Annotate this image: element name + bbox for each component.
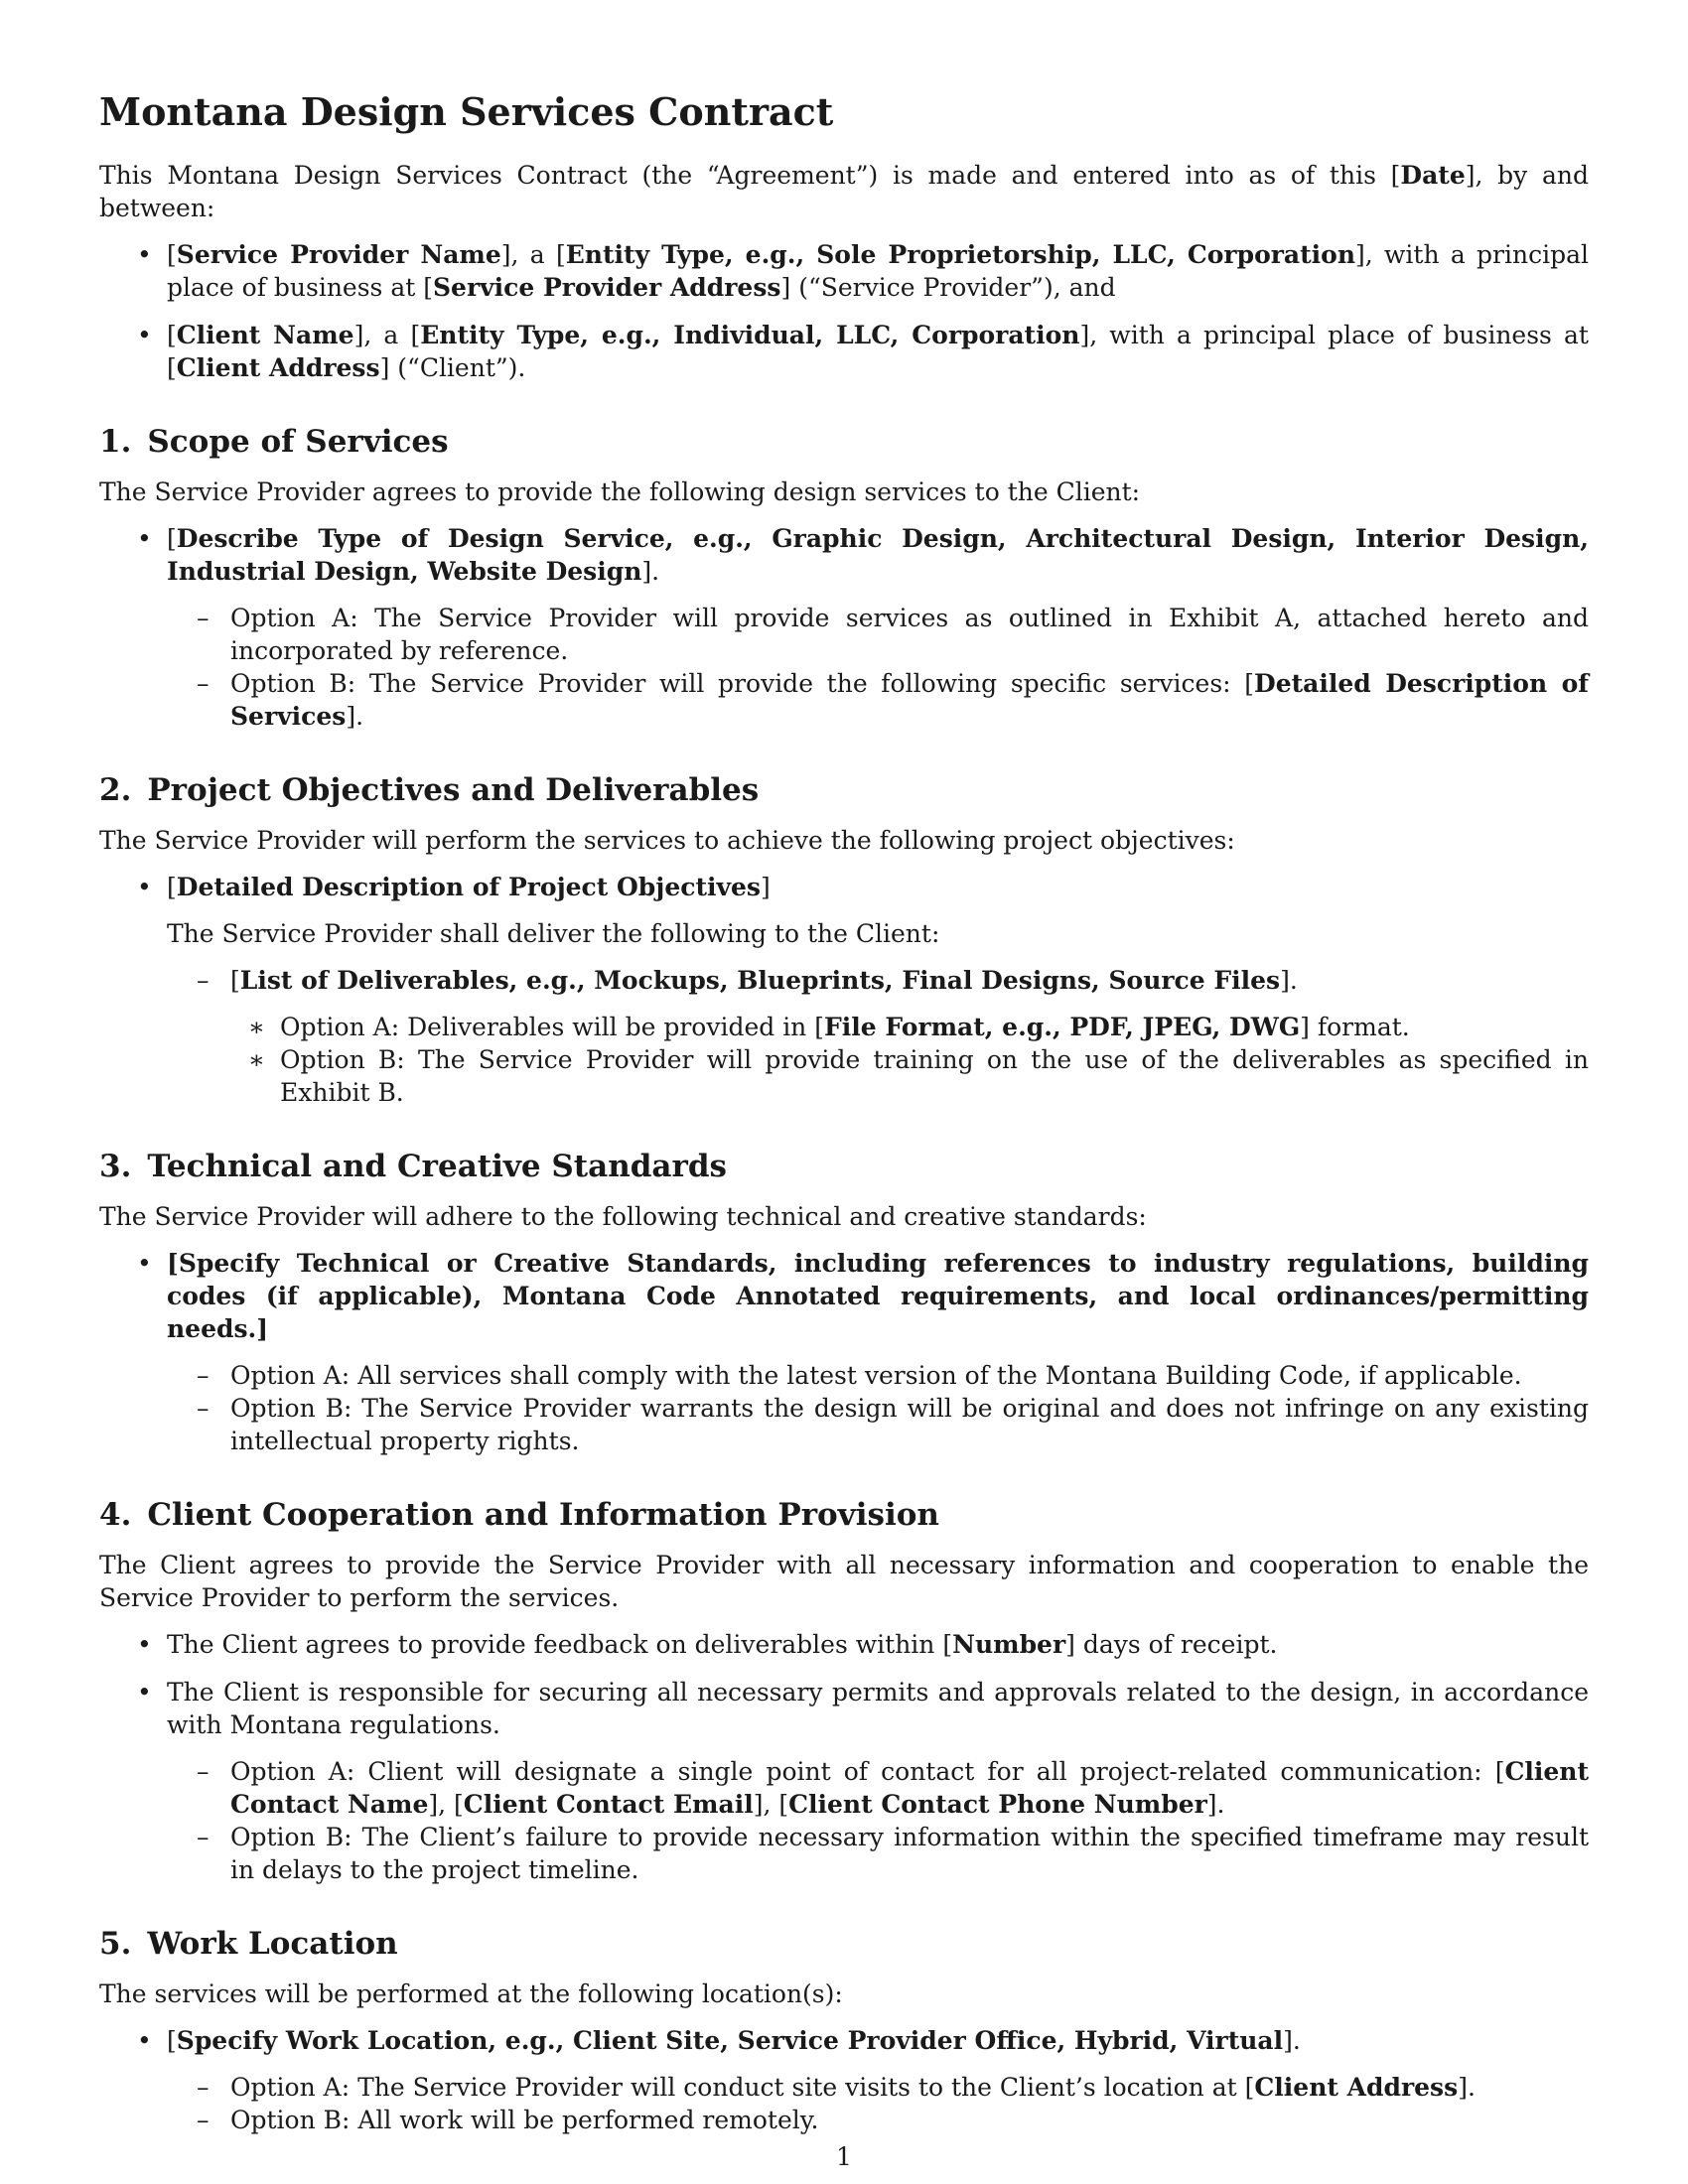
list-item: • [Specify Work Location, e.g., Client Site, Service Provider Office, Hybrid, Virtual]. – Option A: The Service Provider will conduct site visits to the Client’s location at [Client Address]. – Option B: All work will be performed remotely. (99, 2024, 1589, 2136)
section-4-intro: The Client agrees to provide the Service Provider with all necessary information and cooperation to enable the Service Provider to perform the services. (99, 1551, 1589, 1612)
section-heading-objectives: 2. Project Objectives and Deliverables (99, 772, 760, 808)
section-2-intro: The Service Provider will perform the services to achieve the following project objectives: (99, 826, 1235, 855)
date-placeholder: Date (1400, 161, 1466, 190)
list-item: • The Client agrees to provide feedback on deliverables within [Number] days of receipt. (99, 1628, 1589, 1661)
option-b: – Option B: The Service Provider will provide the following specific services: [Detailed Description of Services]. (167, 667, 1589, 733)
option-a: – Option A: The Service Provider will provide services as outlined in Exhibit A, attached hereto and incorporated by reference. (167, 602, 1589, 667)
section-5-options (167, 2071, 1589, 2136)
section-1-intro: The Service Provider agrees to provide the following design services to the Client: (99, 478, 1141, 506)
section-4-list (99, 1628, 1589, 1886)
section-heading-location: 5. Work Location (99, 1926, 398, 1962)
option-b: – Option B: The Service Provider warrants the design will be original and does not infringe on any existing intellectual property rights. (167, 1392, 1589, 1457)
deliverables-options (167, 1011, 1589, 1109)
section-3-intro: The Service Provider will adhere to the following technical and creative standards: (99, 1202, 1147, 1231)
section-heading-standards: 3. Technical and Creative Standards (99, 1149, 727, 1184)
list-item: • [Describe Type of Design Service, e.g., Graphic Design, Architectural Design, Interior Design, Industrial Design, Website Design]. – Option A: The Service Provider will provide services as outlined in Exhibit A, attached hereto and incorporated by reference. – Option B: The Service Provider will provide the following specific services: [Detailed Description of Services]. (99, 522, 1589, 733)
section-1-list (99, 522, 1589, 733)
document-title: Montana Design Services Contract (99, 89, 834, 134)
section-4-options (167, 1755, 1589, 1886)
section-3-options (167, 1359, 1589, 1457)
option-b: ∗ Option B: The Service Provider will provide training on the use of the deliverables as specified in Exhibit B. (167, 1043, 1589, 1109)
section-heading-cooperation: 4. Client Cooperation and Information Provision (99, 1497, 939, 1533)
document-body (99, 159, 1589, 2151)
option-b: – Option B: All work will be performed remotely. (167, 2104, 1589, 2136)
section-heading-scope: 1. Scope of Services (99, 424, 449, 460)
section-3-list (99, 1247, 1589, 1457)
intro-paragraph: This Montana Design Services Contract (the “Agreement”) is made and entered into as of this [Date], by and between: (99, 161, 1590, 222)
list-item: • The Client is responsible for securing all necessary permits and approvals related to the design, in accordance with Montana regulations. – Option A: Client will designate a single point of contact for all project-related communication: [Client Contact Name], [Client Contact Email], [Client Contact Phone Number]. – Option B: The Client’s failure to provide necessary information within the specified timeframe may result in delays to the project timeline. (99, 1676, 1589, 1886)
option-a: – Option A: All services shall comply with the latest version of the Montana Building Code, if applicable. (167, 1359, 1589, 1392)
party-client: • [Client Name], a [Entity Type, e.g., Individual, LLC, Corporation], with a principal place of business at [Client Address] (“Client”). (99, 319, 1589, 384)
section-2-list (99, 871, 1589, 1109)
option-a: – Option A: The Service Provider will conduct site visits to the Client’s location at [Client Address]. (167, 2071, 1589, 2104)
page-number: 1 (836, 2142, 852, 2171)
list-item: – [List of Deliverables, e.g., Mockups, Blueprints, Final Designs, Source Files]. ∗ Option A: Deliverables will be provided in [File Format, e.g., PDF, JPEG, DWG] format. ∗ Option B: The Service Provider will provide training on the use of the deliverables as specified in Exhibit B. (167, 964, 1589, 1109)
party-service-provider: • [Service Provider Name], a [Entity Type, e.g., Sole Proprietorship, LLC, Corporation], with a principal place of business at [Service Provider Address] (“Service Provider”), and (99, 238, 1589, 304)
section-5-list (99, 2024, 1589, 2136)
deliverables-intro: The Service Provider shall deliver the following to the Client: (167, 919, 940, 948)
option-a: ∗ Option A: Deliverables will be provided in [File Format, e.g., PDF, JPEG, DWG] format. (167, 1011, 1589, 1043)
option-a: – Option A: Client will designate a single point of contact for all project-related communication: [Client Contact Name], [Client Contact Email], [Client Contact Phone Number]. (167, 1755, 1589, 1821)
deliverables-list (167, 964, 1589, 1109)
list-item: • [Specify Technical or Creative Standards, including references to industry regulations, building codes (if applicable), Montana Code Annotated requirements, and local ordinances/permitting needs.] – Option A: All services shall comply with the latest version of the Montana Building Code, if applicable. – Option B: The Service Provider warrants the design will be original and does not infringe on any existing intellectual property rights. (99, 1247, 1589, 1457)
section-5-intro: The services will be performed at the following location(s): (99, 1979, 843, 2008)
parties-list (99, 238, 1589, 384)
option-b: – Option B: The Client’s failure to provide necessary information within the specified timeframe may result in delays to the project timeline. (167, 1821, 1589, 1886)
list-item: • [Detailed Description of Project Objectives] The Service Provider shall deliver the following to the Client: – [List of Deliverables, e.g., Mockups, Blueprints, Final Designs, Source Files]. ∗ Option A: Deliverables will be provided in [File Format, e.g., PDF, JPEG, DWG] format. ∗ Option B: The Service Provider will provide training on the use of the deliverables as specified in Exhibit B. (99, 871, 1589, 1109)
section-1-options (167, 602, 1589, 733)
